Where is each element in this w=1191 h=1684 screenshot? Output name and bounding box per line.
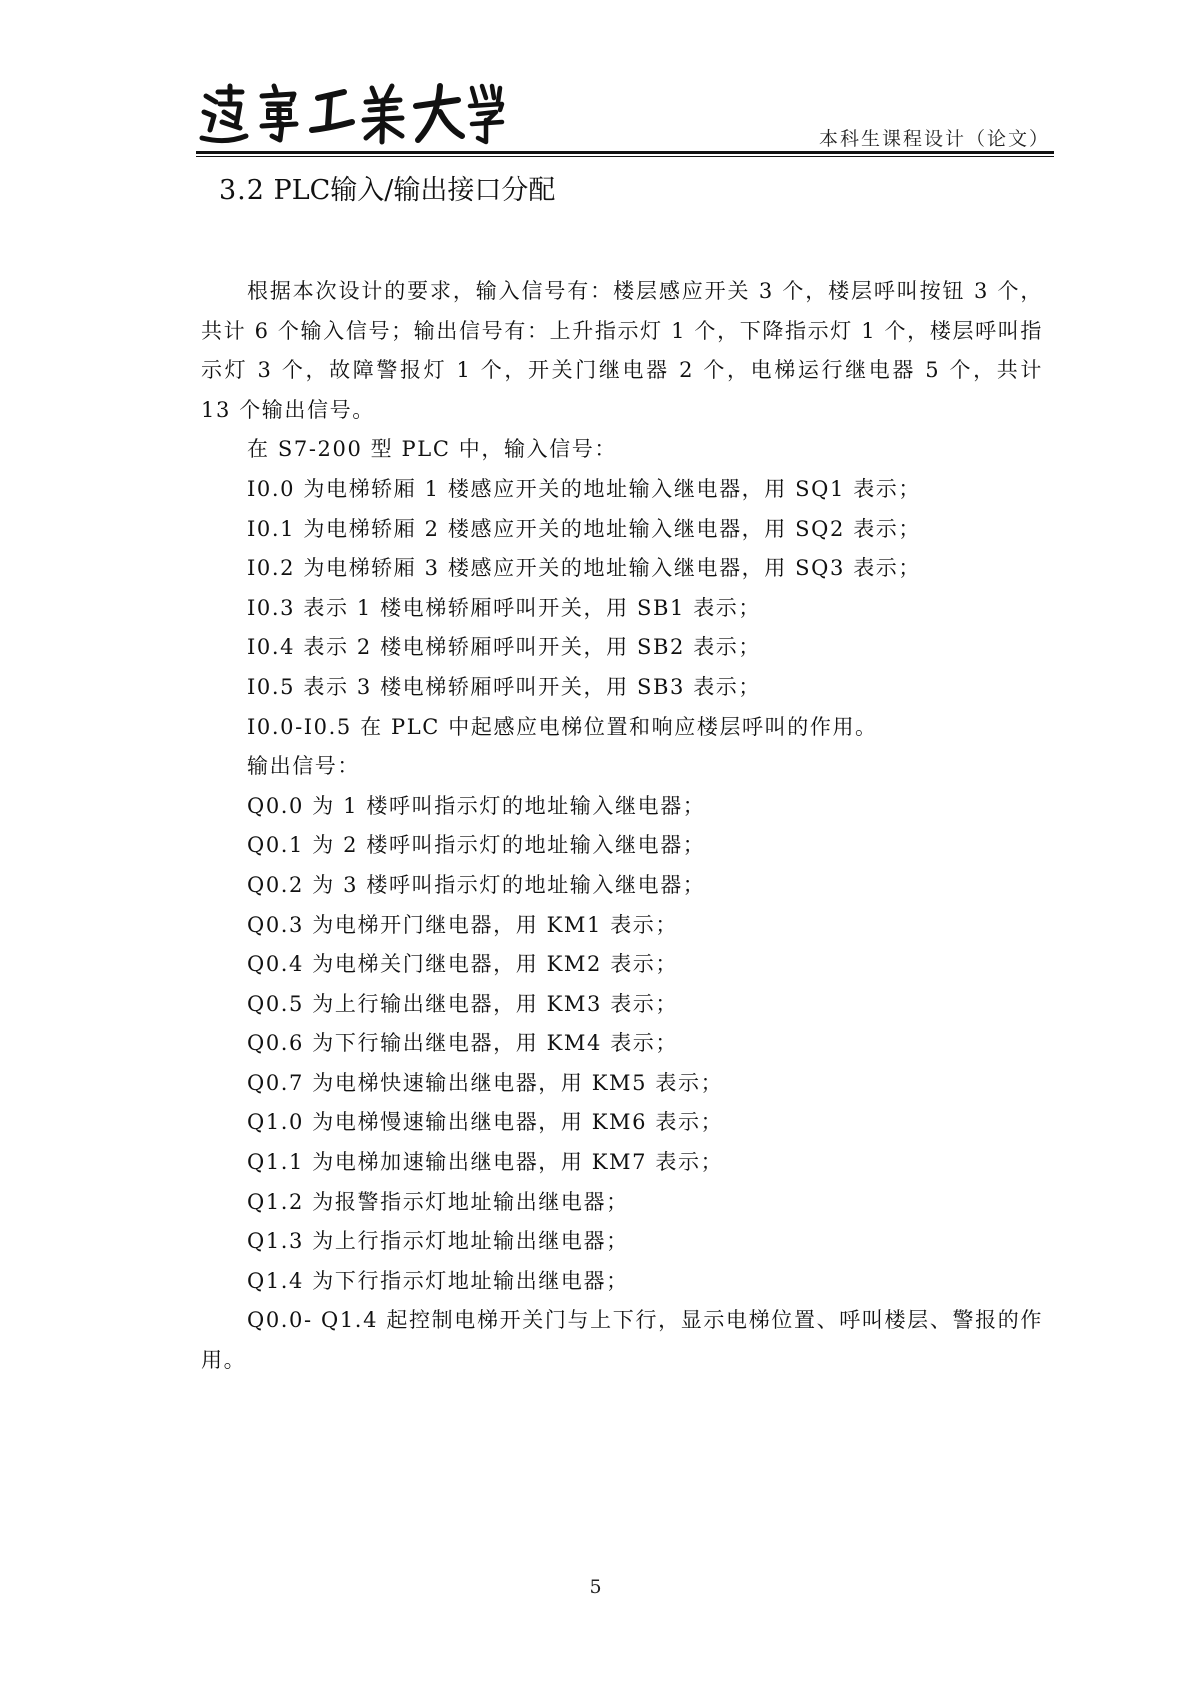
output-signal-line: Q0.6 为下行输出继电器，用 KM4 表示；	[247, 1031, 678, 1056]
input-signal-line: I0.5 表示 3 楼电梯轿厢呼叫开关，用 SB3 表示；	[247, 674, 762, 699]
output-signal-line: Q0.4 为电梯关门继电器，用 KM2 表示；	[247, 952, 678, 977]
logo-char-4	[364, 86, 402, 142]
intro-paragraph: 根据本次设计的要求，输入信号有：楼层感应开关 3 个，楼层呼叫按钮 3 个，共计 6 个输入信号；输出信号有：上升指示灯 1 个，下降指示灯 1 个，楼层呼叫指示灯 3 个，故障警报灯 1 个，开关门继电器 2 个，电梯运行继电器 5 个，共计 13 个输出信号。	[201, 279, 1043, 422]
output-signal-line: Q0.2 为 3 楼呼叫指示灯的地址输入继电器；	[247, 872, 706, 897]
output-signal-line: Q0.0 为 1 楼呼叫指示灯的地址输入继电器；	[247, 793, 706, 818]
header-divider-thick	[196, 151, 1054, 154]
input-signal-line: I0.4 表示 2 楼电梯轿厢呼叫开关，用 SB2 表示；	[247, 635, 762, 660]
output-lead-line: 输出信号：	[247, 754, 360, 779]
output-signal-line: Q1.3 为上行指示灯地址输出继电器；	[247, 1229, 629, 1254]
input-signal-line: I0.0 为电梯轿厢 1 楼感应开关的地址输入继电器，用 SQ1 表示；	[247, 476, 921, 501]
input-signal-line: I0.3 表示 1 楼电梯轿厢呼叫开关，用 SB1 表示；	[247, 595, 762, 620]
input-signal-line: I0.2 为电梯轿厢 3 楼感应开关的地址输入继电器，用 SQ3 表示；	[247, 556, 921, 581]
output-signal-line: Q1.1 为电梯加速输出继电器，用 KM7 表示；	[247, 1150, 724, 1175]
logo-char-2	[262, 86, 296, 140]
body-text	[201, 272, 1043, 1381]
output-signal-line: Q1.0 为电梯慢速输出继电器，用 KM6 表示；	[247, 1110, 724, 1135]
output-signal-line: Q1.4 为下行指示灯地址输出继电器；	[247, 1268, 629, 1293]
logo-char-1	[202, 86, 246, 141]
output-signal-line: Q0.5 为上行输出继电器，用 KM3 表示；	[247, 991, 678, 1016]
section-title: PLC输入/输出接口分配	[273, 175, 556, 206]
section-number: 3.2	[219, 175, 265, 206]
input-lead-line: 在 S7-200 型 PLC 中，输入信号：	[247, 437, 617, 462]
page-number: 5	[589, 1576, 602, 1598]
header-divider-thin	[196, 156, 1054, 157]
section-heading	[219, 168, 555, 207]
input-signal-line: I0.1 为电梯轿厢 2 楼感应开关的地址输入继电器，用 SQ2 表示；	[247, 516, 921, 541]
input-summary-line: I0.0-I0.5 在 PLC 中起感应电梯位置和响应楼层呼叫的作用。	[247, 714, 878, 739]
output-signal-line: Q0.7 为电梯快速输出继电器，用 KM5 表示；	[247, 1070, 724, 1095]
university-logo	[196, 78, 506, 148]
conclusion-paragraph: Q0.0- Q1.4 起控制电梯开关门与上下行，显示电梯位置、呼叫楼层、警报的作用。	[201, 1308, 1043, 1373]
logo-char-3	[312, 92, 352, 130]
logo-char-5	[416, 86, 462, 140]
output-signal-line: Q1.2 为报警指示灯地址输出继电器；	[247, 1189, 629, 1214]
output-signal-line: Q0.3 为电梯开门继电器，用 KM1 表示；	[247, 912, 678, 937]
output-signal-line: Q0.1 为 2 楼呼叫指示灯的地址输入继电器；	[247, 833, 706, 858]
document-type-label: 本科生课程设计（论文）	[818, 128, 1050, 150]
logo-char-6	[470, 86, 502, 142]
